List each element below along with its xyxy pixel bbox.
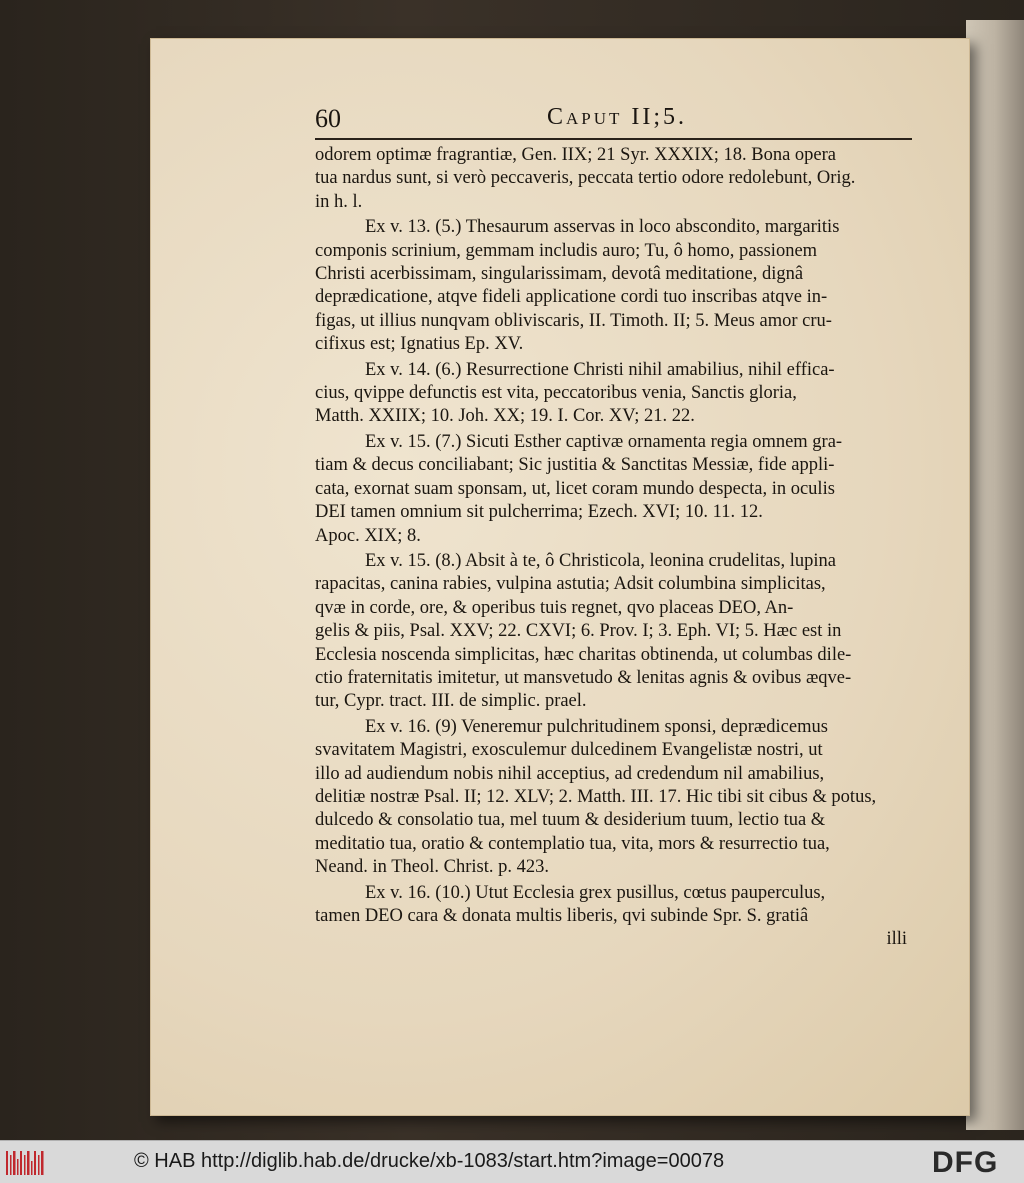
paragraph-start-line: Ex v. 13. (5.) Thesaurum asservas in loco abscondito, margaritis (365, 217, 840, 238)
copyright-link[interactable]: © HAB http://diglib.hab.de/drucke/xb-1083/start.htm?image=00078 (134, 1150, 725, 1172)
paragraph-start-line: Ex v. 16. (10.) Utut Ecclesia grex pusillus, cœtus pauperculus, (365, 882, 826, 903)
text-line: illo ad audiendum nobis nihil acceptius, ad credendum nil amabilius, (315, 763, 825, 784)
text-line: figas, ut illius nunqvam obliviscaris, II. Timoth. II; 5. Meus amor cru- (315, 310, 832, 331)
text-line: DEI tamen omnium sit pulcherrima; Ezech. XVI; 10. 11. 12. (315, 502, 763, 523)
dfg-logo[interactable]: DFG (932, 1146, 999, 1179)
page-text (315, 144, 915, 952)
hab-barcode-logo-icon (6, 1149, 46, 1177)
text-line: Matth. XXIIX; 10. Joh. XX; 19. I. Cor. XV; 21. 22. (315, 406, 695, 427)
viewer-footer (0, 1140, 1024, 1183)
text-line: tamen DEO cara & donata multis liberis, qvi subinde Spr. S. gratiâ (315, 906, 809, 926)
paragraph-start-line: Ex v. 14. (6.) Resurrectione Christi nihil amabilius, nihil effica- (365, 359, 835, 380)
text-line: cius, qvippe defunctis est vita, peccatoribus venia, Sanctis gloria, (315, 383, 797, 404)
text-line: tiam & decus conciliabant; Sic justitia & Sanctitas Messiæ, fide appli- (315, 455, 835, 476)
text-line: gelis & piis, Psal. XXV; 22. CXVI; 6. Prov. I; 3. Eph. VI; 5. Hæc est in (315, 621, 842, 642)
text-line: qvæ in corde, ore, & operibus tuis regnet, qvo placeas DEO, An- (315, 597, 794, 618)
text-line: tua nardus sunt, si verò peccaveris, peccata tertio odore redolebunt, Orig. (315, 168, 856, 189)
running-head: Caput II;5. (547, 104, 688, 130)
text-line: meditatio tua, oratio & contemplatio tua, vita, mors & resurrectio tua, (315, 833, 830, 854)
text-line: in h. l. (315, 191, 363, 212)
text-line: dulcedo & consolatio tua, mel tuum & desiderium tuum, lectio tua & (315, 810, 826, 831)
text-line: delitiæ nostræ Psal. II; 12. XLV; 2. Matth. III. 17. Hic tibi sit cibus & potus, (315, 786, 877, 807)
text-line: cifixus est; Ignatius Ep. XV. (315, 334, 524, 355)
text-line: componis scrinium, gemmam includis auro; Tu, ô homo, passionem (315, 240, 818, 261)
text-line: Neand. in Theol. Christ. p. 423. (315, 857, 549, 878)
paragraph-start-line: Ex v. 16. (9) Veneremur pulchritudinem sponsi, deprædicemus (365, 716, 828, 737)
header-rule (315, 138, 912, 140)
text-line: Apoc. XIX; 8. (315, 525, 421, 546)
text-line: Ecclesia noscenda simplicitas, hæc charitas obtinenda, ut columbas dile- (315, 644, 852, 665)
text-line: svavitatem Magistri, exosculemur dulcedinem Evangelistæ nostri, ut (315, 740, 823, 761)
paragraph-start-line: Ex v. 15. (8.) Absit à te, ô Christicola, leonina crudelitas, lupina (365, 550, 836, 571)
text-line: deprædicatione, atqve fideli applicatione cordi tuo inscribas atqve in- (315, 287, 828, 308)
text-line: tur, Cypr. tract. III. de simplic. prael. (315, 691, 587, 712)
facing-page-edge (966, 20, 1024, 1130)
text-line: odorem optimæ fragrantiæ, Gen. IIX; 21 Syr. XXXIX; 18. Bona opera (315, 145, 836, 165)
paragraph-start-line: Ex v. 15. (7.) Sicuti Esther captivæ ornamenta regia omnem gra- (365, 431, 843, 452)
text-line: ctio fraternitatis imitetur, ut mansvetudo & lenitas agnis & ovibus æqve- (315, 667, 852, 688)
catchword: illi (886, 929, 907, 950)
text-line: Christi acerbissimam, singularissimam, devotâ meditatione, dignâ (315, 264, 804, 285)
text-line: cata, exornat suam sponsam, ut, licet coram mundo despecta, in oculis (315, 478, 835, 499)
page-number: 60 (315, 104, 341, 133)
text-line: rapacitas, canina rabies, vulpina astutia; Adsit columbina simplicitas, (315, 574, 826, 595)
page-header (315, 104, 915, 136)
